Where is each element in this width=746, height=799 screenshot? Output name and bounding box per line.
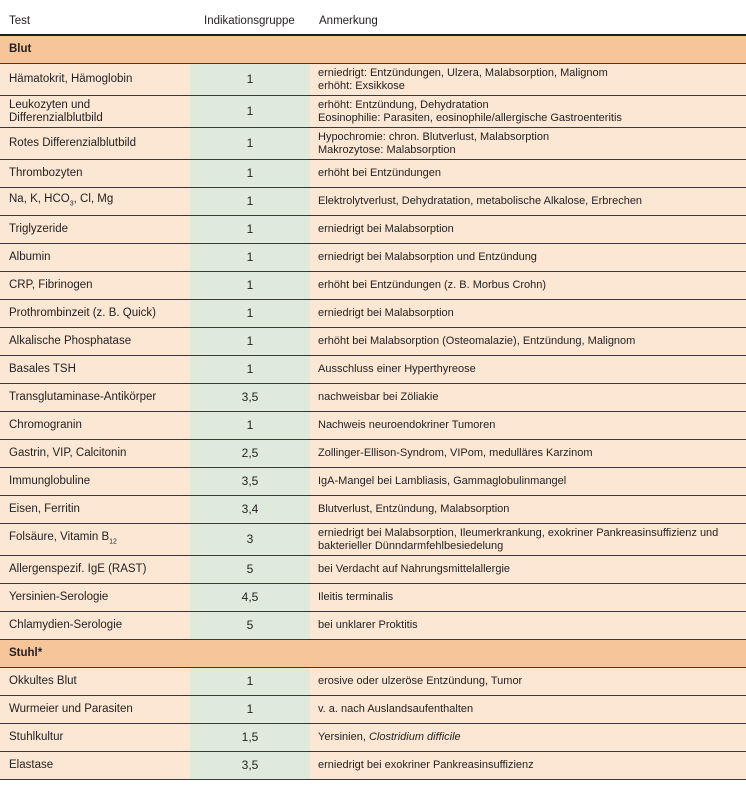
table-row	[0, 328, 746, 356]
group-cell: 3,5	[190, 384, 310, 412]
test-line: Leukozyten und	[9, 98, 91, 111]
test-cell	[0, 96, 190, 128]
test-cell: Immunglobuline	[0, 468, 190, 496]
note-italic-text: Clostridium difficile	[368, 731, 461, 743]
note-cell: Zollinger-Ellison-Syndrom, VIPom, medulläres Karzinom	[310, 440, 746, 468]
header-note: Anmerkung	[310, 0, 746, 35]
table-row	[0, 524, 746, 556]
note-line: erniedrigt bei Malabsorption, Ileumerkrankung, exokriner Pankreasinsuffizienz und	[318, 526, 719, 539]
group-cell: 3	[190, 524, 310, 556]
note-cell: IgA-Mangel bei Lambliasis, Gammaglobulinmangel	[310, 468, 746, 496]
note-line: bakterieller Dünndarmfehlbesiedelung	[318, 539, 504, 552]
test-cell: Okkultes Blut	[0, 668, 190, 696]
table-row	[0, 496, 746, 524]
table-row	[0, 216, 746, 244]
table-row	[0, 96, 746, 128]
group-cell: 1	[190, 356, 310, 384]
note-cell: erhöht bei Entzündungen	[310, 160, 746, 188]
note-cell	[310, 524, 746, 556]
note-cell	[310, 96, 746, 128]
test-cell: Stuhlkultur	[0, 724, 190, 752]
group-cell: 1,5	[190, 724, 310, 752]
note-line: erniedrigt: Entzündungen, Ulzera, Malabsorption, Malignom	[318, 66, 608, 79]
header-test: Test	[0, 0, 190, 35]
table-row	[0, 752, 746, 780]
test-text: Folsäure, Vitamin B	[9, 530, 110, 543]
table-row	[0, 440, 746, 468]
test-cell: Hämatokrit, Hämoglobin	[0, 64, 190, 96]
note-cell: erhöht bei Malabsorption (Osteomalazie), Entzündung, Malignom	[310, 328, 746, 356]
note-cell: erniedrigt bei exokriner Pankreasinsuffizienz	[310, 752, 746, 780]
header-row	[0, 0, 746, 35]
test-cell: Yersinien-Serologie	[0, 584, 190, 612]
note-cell: erniedrigt bei Malabsorption und Entzündung	[310, 244, 746, 272]
test-cell: Eisen, Ferritin	[0, 496, 190, 524]
group-cell: 5	[190, 612, 310, 640]
test-subscript: 12	[109, 538, 117, 546]
table-row	[0, 468, 746, 496]
test-cell: Allergenspezif. IgE (RAST)	[0, 556, 190, 584]
note-cell: v. a. nach Auslandsaufenthalten	[310, 696, 746, 724]
note-cell: nachweisbar bei Zöliakie	[310, 384, 746, 412]
note-text: Yersinien,	[318, 731, 369, 743]
note-line: Eosinophilie: Parasiten, eosinophile/allergische Gastroenteritis	[318, 111, 622, 124]
test-cell	[0, 188, 190, 216]
test-cell: Prothrombinzeit (z. B. Quick)	[0, 300, 190, 328]
note-cell: erosive oder ulzeröse Entzündung, Tumor	[310, 668, 746, 696]
group-cell: 1	[190, 412, 310, 440]
test-text: Na, K, HCO	[9, 192, 70, 205]
table-row	[0, 272, 746, 300]
note-line: Hypochromie: chron. Blutverlust, Malabsorption	[318, 130, 550, 143]
test-cell: Chlamydien-Serologie	[0, 612, 190, 640]
group-cell: 4,5	[190, 584, 310, 612]
test-cell: Wurmeier und Parasiten	[0, 696, 190, 724]
header-group: Indikationsgruppe	[190, 0, 310, 35]
test-cell: Gastrin, VIP, Calcitonin	[0, 440, 190, 468]
test-cell: Basales TSH	[0, 356, 190, 384]
group-cell: 1	[190, 216, 310, 244]
group-cell: 3,4	[190, 496, 310, 524]
table-row	[0, 668, 746, 696]
note-cell: Blutverlust, Entzündung, Malabsorption	[310, 496, 746, 524]
group-cell: 1	[190, 696, 310, 724]
test-cell: Alkalische Phosphatase	[0, 328, 190, 356]
note-cell: erniedrigt bei Malabsorption	[310, 216, 746, 244]
note-cell: Ileitis terminalis	[310, 584, 746, 612]
section-row-stuhl	[0, 640, 746, 668]
table-row	[0, 584, 746, 612]
note-line: erhöht: Entzündung, Dehydratation	[318, 98, 489, 111]
note-cell: bei Verdacht auf Nahrungsmittelallergie	[310, 556, 746, 584]
test-cell	[0, 524, 190, 556]
table-row	[0, 160, 746, 188]
table-row	[0, 696, 746, 724]
table-row	[0, 64, 746, 96]
table-row	[0, 244, 746, 272]
group-cell: 1	[190, 188, 310, 216]
note-cell: erniedrigt bei Malabsorption	[310, 300, 746, 328]
group-cell: 1	[190, 300, 310, 328]
group-cell: 5	[190, 556, 310, 584]
group-cell: 1	[190, 160, 310, 188]
test-cell: Elastase	[0, 752, 190, 780]
note-cell: bei unklarer Proktitis	[310, 612, 746, 640]
group-cell: 1	[190, 328, 310, 356]
note-cell: erhöht bei Entzündungen (z. B. Morbus Crohn)	[310, 272, 746, 300]
note-cell	[310, 64, 746, 96]
test-cell: CRP, Fibrinogen	[0, 272, 190, 300]
test-cell: Thrombozyten	[0, 160, 190, 188]
group-cell: 1	[190, 668, 310, 696]
table-row	[0, 384, 746, 412]
group-cell: 1	[190, 244, 310, 272]
test-subscript: 3	[69, 200, 74, 208]
group-cell: 1	[190, 272, 310, 300]
table-row	[0, 128, 746, 160]
group-cell: 1	[190, 128, 310, 160]
table-row	[0, 300, 746, 328]
table-row	[0, 612, 746, 640]
note-cell: Ausschluss einer Hyperthyreose	[310, 356, 746, 384]
test-cell: Triglyzeride	[0, 216, 190, 244]
note-cell	[310, 128, 746, 160]
section-title: Stuhl*	[0, 640, 746, 668]
note-cell	[310, 724, 746, 752]
test-cell: Albumin	[0, 244, 190, 272]
group-cell: 1	[190, 96, 310, 128]
section-title: Blut	[0, 35, 746, 64]
group-cell: 2,5	[190, 440, 310, 468]
table-row	[0, 188, 746, 216]
table-row	[0, 356, 746, 384]
table-row	[0, 412, 746, 440]
group-cell: 3,5	[190, 752, 310, 780]
group-cell: 3,5	[190, 468, 310, 496]
test-text: , Cl, Mg	[73, 192, 114, 205]
test-line: Differenzialblutbild	[9, 111, 103, 124]
note-line: erhöht: Exsikkose	[318, 79, 405, 92]
note-cell: Elektrolytverlust, Dehydratation, metabolische Alkalose, Erbrechen	[310, 188, 746, 216]
test-cell: Chromogranin	[0, 412, 190, 440]
table-row	[0, 724, 746, 752]
note-line: Makrozytose: Malabsorption	[318, 143, 456, 156]
table-row	[0, 556, 746, 584]
test-cell: Rotes Differenzialblutbild	[0, 128, 190, 160]
note-cell: Nachweis neuroendokriner Tumoren	[310, 412, 746, 440]
section-row-blut	[0, 35, 746, 64]
test-cell: Transglutaminase-Antikörper	[0, 384, 190, 412]
group-cell: 1	[190, 64, 310, 96]
